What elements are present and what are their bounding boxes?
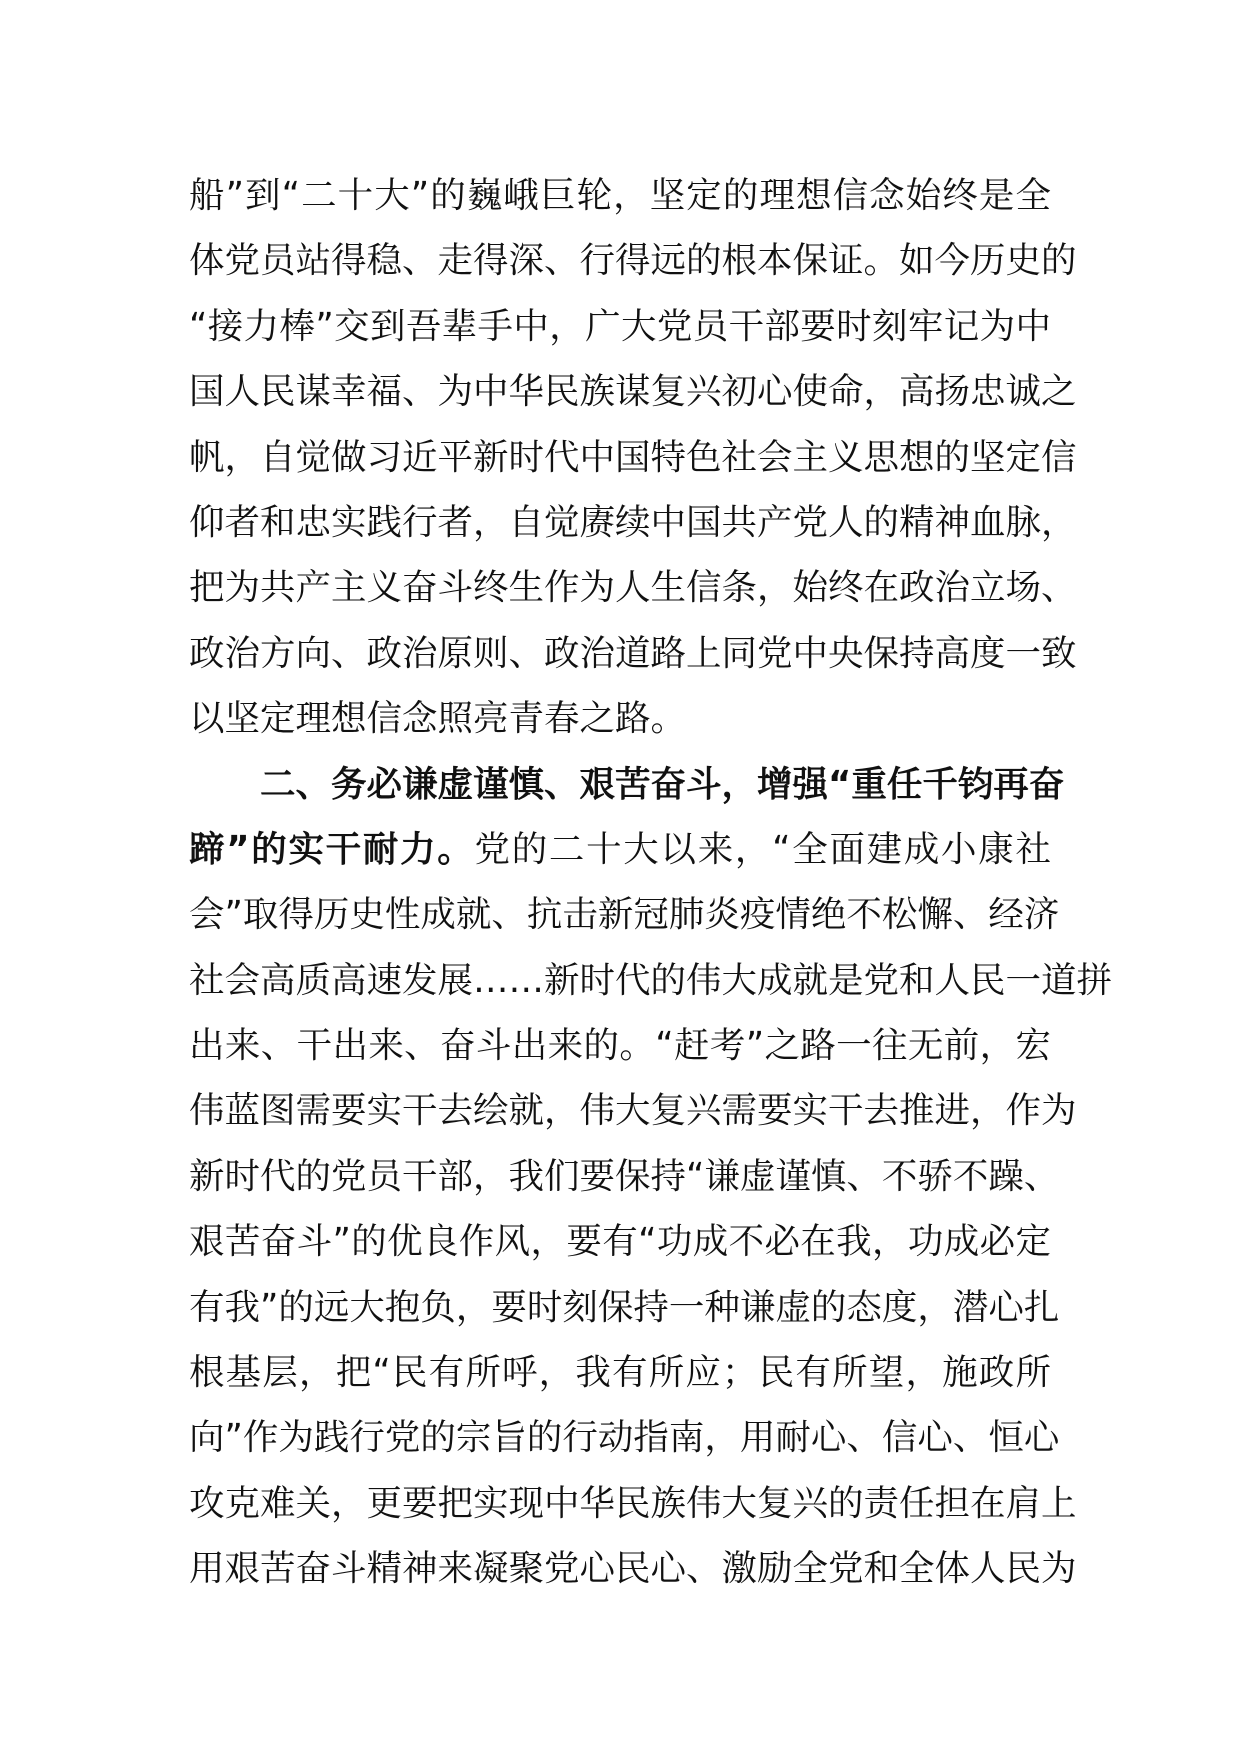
paragraph-line: 新时代的党员干部，我们要保持“谦虚谨慎、不骄不躁、 <box>189 1155 1060 1197</box>
paragraph-line: 出来、干出来、奋斗出来的。“赶考”之路一往无前，宏 <box>189 1025 1051 1067</box>
paragraph-line: 把为共产主义奋斗终生作为人生信条，始终在政治立场、 <box>189 567 1077 609</box>
heading-continuation-line <box>189 817 1051 882</box>
paragraph-line: 向”作为践行党的宗旨的行动指南，用耐心、信心、恒心 <box>189 1417 1060 1459</box>
section-heading: 二、务必谦虚谨慎、艰苦奋斗，增强“重任千钧再奋 <box>260 763 1065 805</box>
paragraph-line: 攻克难关，更要把实现中华民族伟大复兴的责任担在肩上 <box>189 1482 1077 1524</box>
paragraph-line: 帆，自觉做习近平新时代中国特色社会主义思想的坚定信 <box>189 436 1077 478</box>
paragraph-line: 社会高质高速发展……新时代的伟大成就是党和人民一道拼 <box>189 959 1113 1001</box>
paragraph-line: 仰者和忠实践行者，自觉赓续中国共产党人的精神血脉， <box>189 501 1077 543</box>
paragraph-line: “接力棒”交到吾辈手中，广大党员干部要时刻牢记为中 <box>189 305 1051 347</box>
paragraph-line: 根基层，把“民有所呼，我有所应；民有所望，施政所 <box>189 1352 1051 1394</box>
paragraph-line: 国人民谋幸福、为中华民族谋复兴初心使命，高扬忠诚之 <box>189 371 1077 413</box>
document-body <box>189 163 1113 1602</box>
section-heading-end: 蹄”的实干耐力。 <box>189 828 475 870</box>
paragraph-line: 有我”的远大抱负，要时刻保持一种谦虚的态度，潜心扎 <box>189 1286 1060 1328</box>
paragraph-line: 体党员站得稳、走得深、行得远的根本保证。如今历史的 <box>189 240 1077 282</box>
paragraph-line: 船”到“二十大”的巍峨巨轮，坚定的理想信念始终是全 <box>189 175 1051 216</box>
paragraph-text: 党的二十大以来，“全面建成小康社 <box>474 828 1051 870</box>
paragraph-line: 政治方向、政治原则、政治道路上同党中央保持高度一致 <box>189 632 1077 674</box>
paragraph-line: 伟蓝图需要实干去绘就，伟大复兴需要实干去推进，作为 <box>189 1090 1077 1132</box>
paragraph-line: 艰苦奋斗”的优良作风，要有“功成不必在我，功成必定 <box>189 1221 1051 1263</box>
paragraph-line: 用艰苦奋斗精神来凝聚党心民心、激励全党和全体人民为 <box>189 1548 1077 1590</box>
paragraph-line: 会”取得历史性成就、抗击新冠肺炎疫情绝不松懈、经济 <box>189 894 1060 936</box>
paragraph-line: 以坚定理想信念照亮青春之路。 <box>189 698 687 740</box>
